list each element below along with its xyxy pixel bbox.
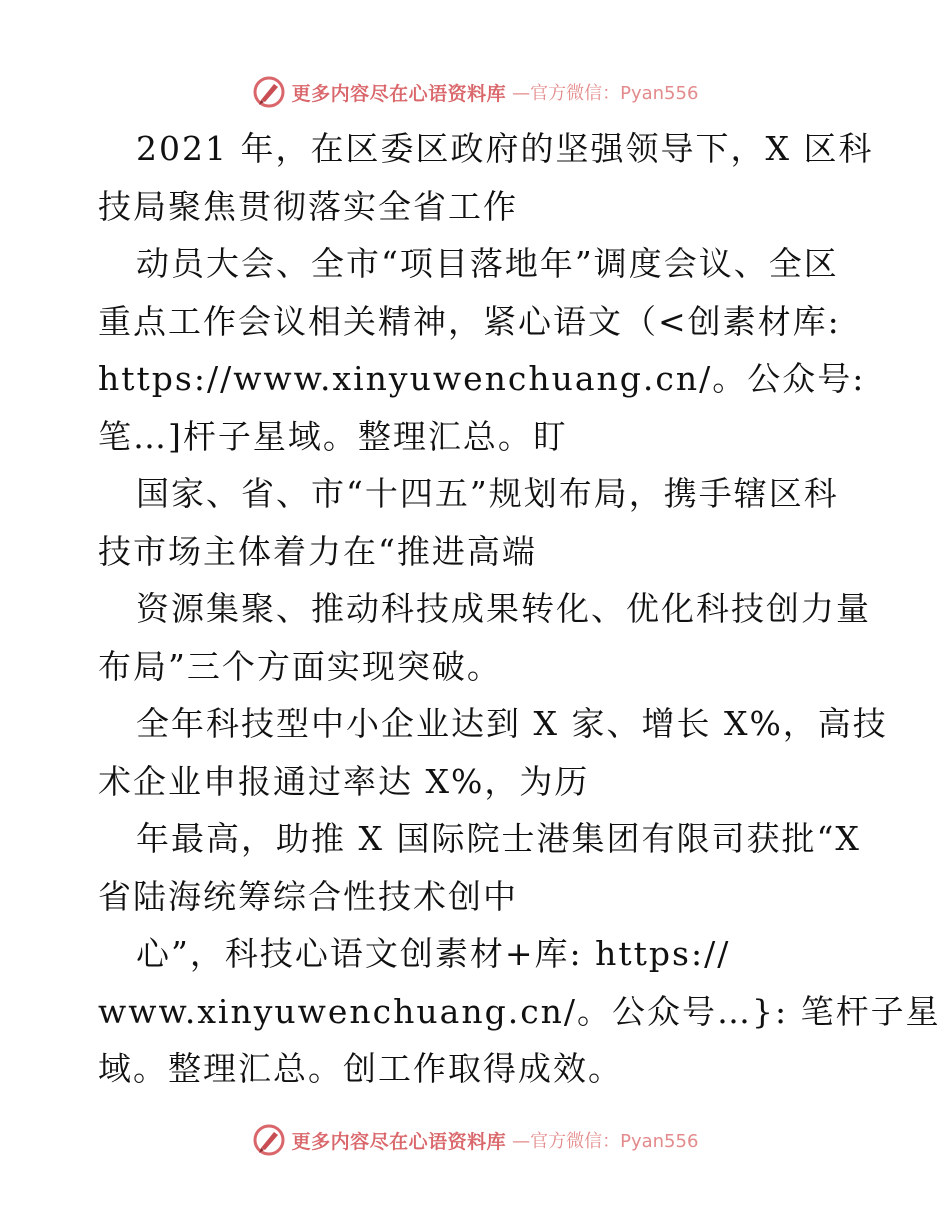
text-line: 术企业申报通过率达 X%，为历 (98, 761, 590, 801)
text-line: 域。整理汇总。创工作取得成效。 (98, 1049, 623, 1088)
watermark-main-text: 更多内容尽在心语资料库 (291, 1130, 507, 1153)
watermark-wechat-text: —官方微信：Pyan556 (512, 1131, 699, 1152)
document-body (98, 120, 941, 1098)
text-line: 笔…]杆子星域。整理汇总。盯 (98, 416, 568, 456)
text-line: 资源集聚、推动科技成果转化、优化科技创力量 (136, 589, 871, 628)
pen-logo-icon (252, 75, 286, 109)
header-watermark-banner (0, 72, 950, 112)
text-line: 重点工作会议相关精神，紧心语文（<创素材库: (98, 301, 841, 341)
text-line: www.xinyuwenchuang.cn/。公众号…}: 笔杆子星 (98, 991, 941, 1031)
text-line: 心”，科技心语文创素材+库: https:// (136, 934, 731, 973)
text-line: 国家、省、市“十四五”规划布局，携手辖区科 (136, 474, 839, 513)
watermark-wechat-text: —官方微信：Pyan556 (512, 83, 699, 104)
footer-watermark-banner (0, 1120, 950, 1160)
text-line: 年最高，助推 X 国际院士港集团有限司获批“X (136, 819, 861, 858)
text-line: 全年科技型中小企业达到 X 家、增长 X%，高技 (136, 704, 888, 743)
text-line: 2021 年，在区委区政府的坚强领导下，X 区科 (136, 129, 874, 168)
watermark-main-text: 更多内容尽在心语资料库 (291, 82, 507, 105)
pen-logo-icon (252, 1123, 286, 1157)
text-line: 动员大会、全市“项目落地年”调度会议、全区 (136, 244, 839, 283)
text-line: https://www.xinyuwenchuang.cn/。公众号: (98, 359, 866, 398)
text-line: 省陆海统筹综合性技术创中 (98, 876, 518, 916)
text-line: 技市场主体着力在“推进高端 (98, 531, 537, 571)
text-line: 技局聚焦贯彻落实全省工作 (98, 186, 518, 226)
text-line: 布局”三个方面实现突破。 (98, 646, 502, 686)
